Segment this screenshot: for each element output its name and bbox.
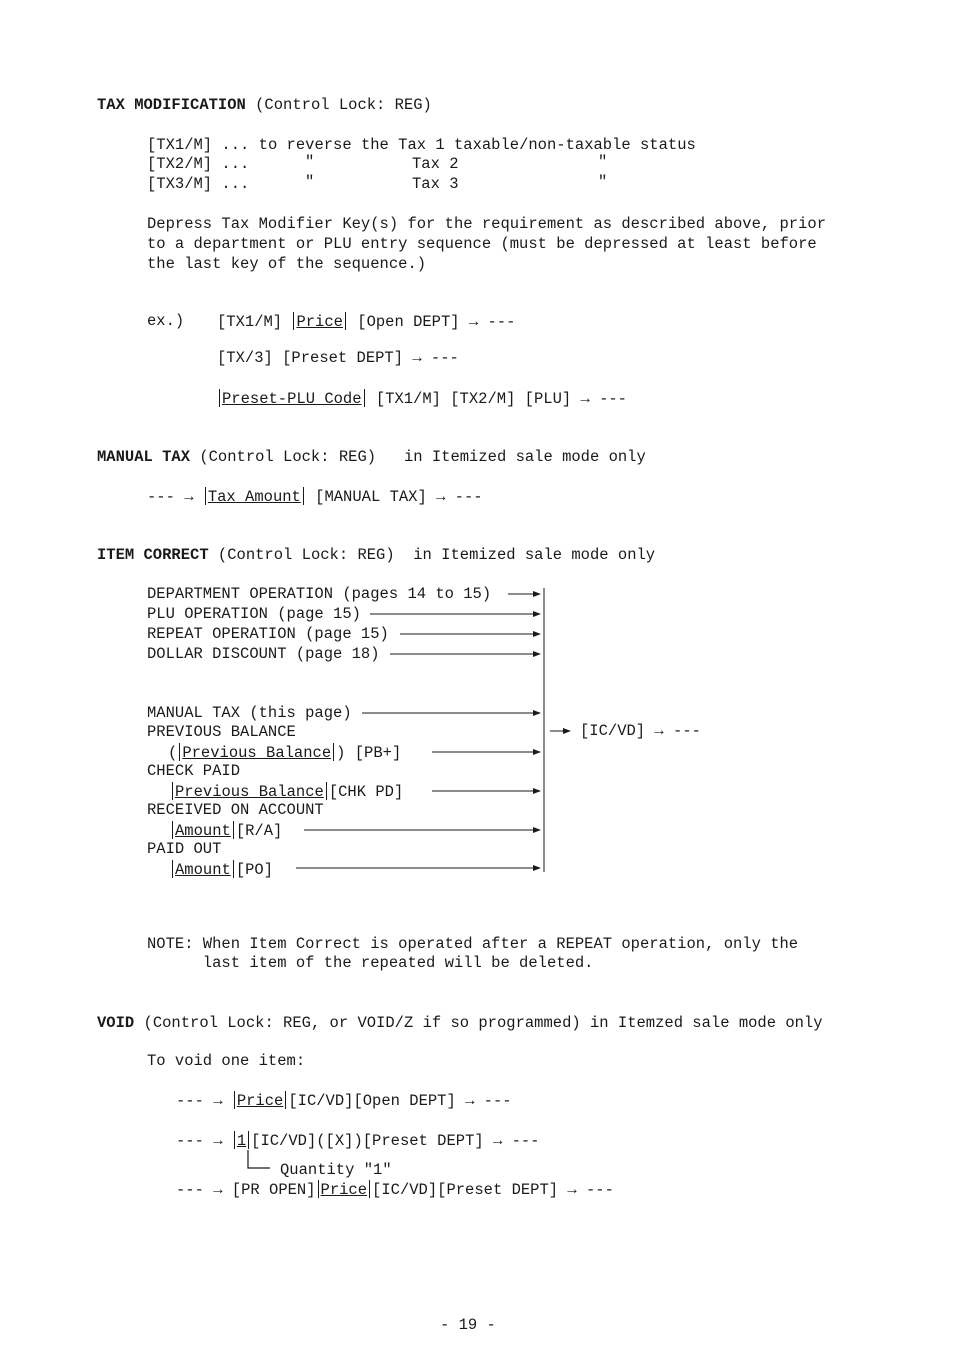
op-plu: PLU OPERATION (page 15) xyxy=(147,605,361,623)
section-title: MANUAL TAX xyxy=(97,448,191,466)
entry-box: Price xyxy=(236,1092,284,1110)
paragraph-line: Depress Tax Modifier Key(s) for the requirement as described above, prior xyxy=(147,215,827,233)
pb-sequence xyxy=(168,743,401,763)
op-previous-balance: PREVIOUS BALANCE xyxy=(147,723,296,741)
key: --- → xyxy=(176,1132,223,1150)
void-heading xyxy=(97,1014,823,1033)
key: [PO] xyxy=(235,861,274,879)
key: [CHK PD] xyxy=(328,783,404,801)
key: [TX1/M] xyxy=(217,313,283,331)
key: [R/A] xyxy=(235,822,283,840)
paragraph-line: to a department or PLU entry sequence (must be depressed at least before xyxy=(147,235,817,253)
item-correct-heading xyxy=(97,546,655,565)
op-dollar-discount: DOLLAR DISCOUNT (page 18) xyxy=(147,645,380,663)
quantity-note: Quantity "1" xyxy=(280,1161,392,1179)
example-label: ex.) xyxy=(147,312,185,330)
key-label: [TX3/M] ... xyxy=(147,175,250,193)
tx3-row xyxy=(147,175,249,194)
note-line: last item of the repeated will be deleted. xyxy=(147,954,594,972)
manual-tax-sequence xyxy=(147,487,483,507)
ra-sequence xyxy=(170,821,282,841)
key: [IC/VD]([X])[Preset DEPT] → --- xyxy=(251,1132,540,1150)
page-number: - 19 - xyxy=(440,1316,496,1334)
key-description: to reverse the Tax 1 taxable/non-taxable status xyxy=(258,136,696,154)
op-check-paid: CHECK PAID xyxy=(147,762,241,780)
example-1 xyxy=(217,312,515,332)
entry-box: Previous Balance xyxy=(182,744,332,762)
void-intro: To void one item: xyxy=(147,1052,306,1070)
entry-box: Preset-PLU Code xyxy=(222,390,362,408)
key: ) [PB+] xyxy=(336,744,402,762)
note-line: NOTE: When Item Correct is operated after a REPEAT operation, only the xyxy=(147,935,799,953)
key-label: [TX1/M] ... xyxy=(147,136,250,154)
section-subtitle: (Control Lock: REG) in Itemized sale mode only xyxy=(190,448,646,466)
entry-box: Price xyxy=(320,1181,368,1199)
ditto-mark: " xyxy=(305,153,315,171)
tx1-row xyxy=(147,136,696,155)
op-repeat: REPEAT OPERATION (page 15) xyxy=(147,625,389,643)
key: [MANUAL TAX] → --- xyxy=(315,488,483,506)
entry-box: Tax Amount xyxy=(207,488,301,506)
key: --- → xyxy=(176,1092,223,1110)
section-title: TAX MODIFICATION xyxy=(97,96,246,114)
ditto-mark: " xyxy=(598,153,608,171)
ditto-mark: " xyxy=(305,173,315,191)
tax-modification-heading xyxy=(97,96,432,115)
key: [TX1/M] [TX2/M] [PLU] → --- xyxy=(375,390,627,408)
tx2-row xyxy=(147,155,249,174)
section-subtitle: (Control Lock: REG, or VOID/Z if so programmed) in Itemzed sale mode only xyxy=(134,1014,823,1032)
void-seq-1 xyxy=(176,1091,512,1111)
entry-box: Previous Balance xyxy=(175,783,324,801)
section-title: VOID xyxy=(97,1014,135,1032)
key: --- → xyxy=(147,488,194,506)
paren: ( xyxy=(168,744,178,762)
void-seq-3 xyxy=(176,1180,614,1200)
example-3 xyxy=(217,389,627,409)
key: --- → [PR OPEN] xyxy=(176,1181,316,1199)
paragraph-line: the last key of the sequence.) xyxy=(147,255,427,273)
key: [Open DEPT] → --- xyxy=(357,313,516,331)
po-sequence xyxy=(170,860,273,880)
manual-tax-heading xyxy=(97,448,646,467)
entry-box: Amount xyxy=(175,861,231,879)
section-title: ITEM CORRECT xyxy=(97,546,209,564)
op-department: DEPARTMENT OPERATION (pages 14 to 15) xyxy=(147,585,492,603)
entry-box: 1 xyxy=(236,1132,247,1150)
example-2: [TX/3] [Preset DEPT] → --- xyxy=(217,349,459,367)
chk-sequence xyxy=(170,782,403,802)
entry-box: Price xyxy=(296,313,343,331)
void-seq-2 xyxy=(176,1131,540,1151)
tax-label: Tax 3 xyxy=(412,175,459,193)
ditto-mark: " xyxy=(598,173,608,191)
tax-label: Tax 2 xyxy=(412,155,459,173)
entry-box: Amount xyxy=(175,822,231,840)
op-manual-tax: MANUAL TAX (this page) xyxy=(147,704,352,722)
key-label: [TX2/M] ... xyxy=(147,155,250,173)
section-subtitle: (Control Lock: REG) in Itemized sale mode only xyxy=(208,546,656,564)
item-correct-result: [IC/VD] → --- xyxy=(580,722,701,740)
op-paid-out: PAID OUT xyxy=(147,840,222,858)
section-subtitle: (Control Lock: REG) xyxy=(245,96,432,114)
op-received-on-account: RECEIVED ON ACCOUNT xyxy=(147,801,324,819)
key: [IC/VD][Preset DEPT] → --- xyxy=(372,1181,614,1199)
key: [IC/VD][Open DEPT] → --- xyxy=(288,1092,512,1110)
